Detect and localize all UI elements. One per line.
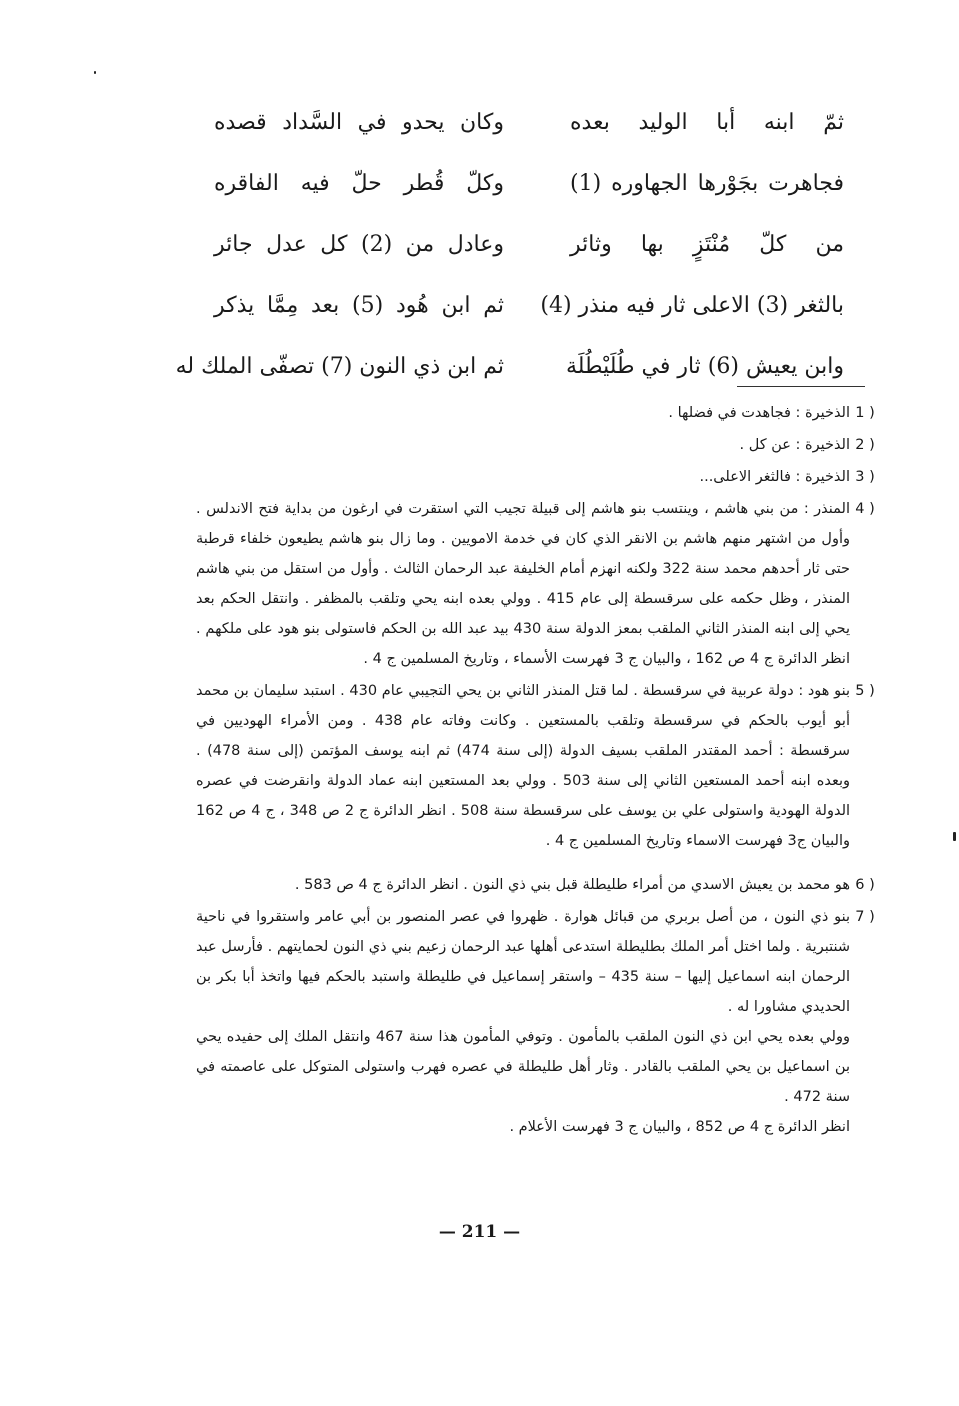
footnote-paragraph: المنذر : من بني هاشم ، وينتسب بنو هاشم إلى قبيلة تجيب التي استقرت في ارغون من بداية فتح الاندلس . وأول من اشتهر منهم هاشم بن الانقر الذي كان في خدمة الامويين . وما زال بنو هاشم يطيعون خلفاء قرطبة حتى ثار أحدهم محمد سنة 322 ولكنه انهزم أمام الخليفة عبد الرحمان الثالث . وأول من استقل من بني هاشم المنذر ، وظل حكمه على سرقسطة إلى عام 415 . وولي بعده ابنه يحي وتلقب بالمظفر . وانتقل الحكم بعد يحي إلى ابنه المنذر الثاني الملقب بمعز الدولة سنة 430 بيد عبد الله بن الحكم فاستولى بنو هود على ملكهم . انظر الدائرة ج 4 ص 162 ، والبيان ج 3 فهرست الأسماء ، وتاريخ المسلمين ج 4 .	[196, 501, 851, 667]
footnote	[196, 676, 880, 856]
footnote	[196, 870, 880, 900]
footnote	[196, 462, 880, 492]
footnote-text	[196, 462, 850, 492]
scan-speck	[94, 71, 96, 74]
scan-speck	[953, 832, 956, 841]
footnote	[196, 494, 880, 674]
poem	[175, 92, 860, 397]
hemistich-left: وكلّ قُطر حلّ فيه الفاقره	[214, 171, 504, 196]
footnote-number: 3 )	[855, 469, 875, 485]
footnote-paragraph: بنو ذي النون ، من أصل بربري من قبائل هوارة . ظهروا في عصر المنصور بن أبي عامر واستقروا في ناحية شنتبرية . ولما اختل أمر الملك بطليطلة استدعى أهلها عبد الرحمان زعيم بني ذي النون لحمايتهم . فأرسل عبد الرحمان ابنه اسماعيل إليها – سنة 435 – واستقر إسماعيل في طليطلة واستبد بالحكم فيها واتخذ أبا بكر بن الحديدي مشاورا له .	[196, 909, 850, 1015]
poem-verse	[200, 214, 860, 275]
footnotes	[196, 398, 880, 1142]
poem-verse	[200, 275, 860, 336]
hemistich-right: ثمّ ابنه أبا الوليد بعده	[570, 110, 844, 135]
footnote-text	[196, 902, 850, 1142]
footnote-paragraph: وولي بعده يحي ابن ذي النون الملقب بالمأمون . وتوفي المأمون هذا سنة 467 وانتقل الملك إلى حفيده يحي بن اسماعيل بن يحي الملقب بالقادر . وثار أهل طليطلة في عصره فهرب واستولى المتوكل على عاصمته في سنة 472 .	[196, 1029, 850, 1105]
footnote-rule	[737, 386, 865, 387]
footnote-paragraph: هو محمد بن يعيش الاسدي من أمراء طليطلة قبل بني ذي النون . انظر الدائرة ج 4 ص 583 .	[294, 877, 850, 893]
footnote-number: 2 )	[855, 437, 875, 453]
hemistich-left: وكان يحدو في السَّداد قصده	[214, 110, 504, 135]
hemistich-right: بالثغر (3) الاعلى ثار فيه منذر (4)	[540, 293, 844, 318]
poem-verse	[200, 92, 860, 153]
footnote-number: 7 )	[855, 909, 875, 925]
hemistich-left: وعادل من (2) كل عدل جائر	[214, 232, 504, 257]
footnote-number: 4 )	[855, 501, 875, 517]
footnote-text	[196, 676, 850, 856]
footnote-paragraph: بنو هود : دولة عربية في سرقسطة . لما قتل المنذر الثاني بن يحي التجيبي عام 430 . استبد سليمان بن محمد أبو أيوب بالحكم في سرقسطة وتلقب بالمستعين . وكانت وفاته عام 438 . ومن الأمراء الهوديين في سرقسطة : أحمد المقتدر الملقب بسيف الدولة (إلى سنة 474) ثم ابنه يوسف المؤتمن (إلى سنة 478) . وبعده ابنه أحمد المستعين الثاني إلى سنة 503 . وولي بعد المستعين ابنه عماد الدولة وانقرضت في عصره الدولة الهودية واستولى علي بن يوسف على سرقسطة سنة 508 . انظر الدائرة ج 2 ص 348 ، ج 4 ص 162 والبيان ج3 فهرست الاسماء وتاريخ المسلمين ج 4 .	[196, 683, 851, 849]
hemistich-left: ثم ابن ذي النون (7) تصفّى الملك له	[175, 354, 504, 379]
footnote-text	[196, 494, 850, 674]
hemistich-left: ثم ابن هُود (5) بعد مِمَّا يذكر	[214, 293, 505, 318]
hemistich-right: فجاهرت بجَوْرها الجهاوره (1)	[570, 171, 844, 196]
footnote-text	[196, 870, 850, 900]
footnote-text	[196, 398, 850, 428]
footnote	[196, 902, 880, 1142]
poem-verse	[200, 153, 860, 214]
footnote-number: 1 )	[855, 405, 875, 421]
footnote-paragraph: انظر الدائرة ج 4 ص 852 ، والبيان ج 3 فهرست الأعلام .	[509, 1119, 850, 1135]
footnote-number: 5 )	[855, 683, 875, 699]
footnote	[196, 430, 880, 460]
footnote-paragraph: الذخيرة : فالثغر الاعلى...	[699, 469, 850, 485]
footnote	[196, 398, 880, 428]
page-number: — 211 —	[438, 1222, 521, 1242]
footnote-paragraph: الذخيرة : فجاهدت في فضلها .	[668, 405, 850, 421]
hemistich-right: وابن يعيش (6) ثار في طُلَيْطُلَة	[565, 354, 844, 379]
footnote-text	[196, 430, 850, 460]
footnote-paragraph: الذخيرة : عن كل .	[739, 437, 850, 453]
footnote-number: 6 )	[855, 877, 875, 893]
poem-verse	[175, 336, 860, 397]
hemistich-right: من كلّ مُنْتَزٍ بها وثائر	[570, 232, 844, 257]
